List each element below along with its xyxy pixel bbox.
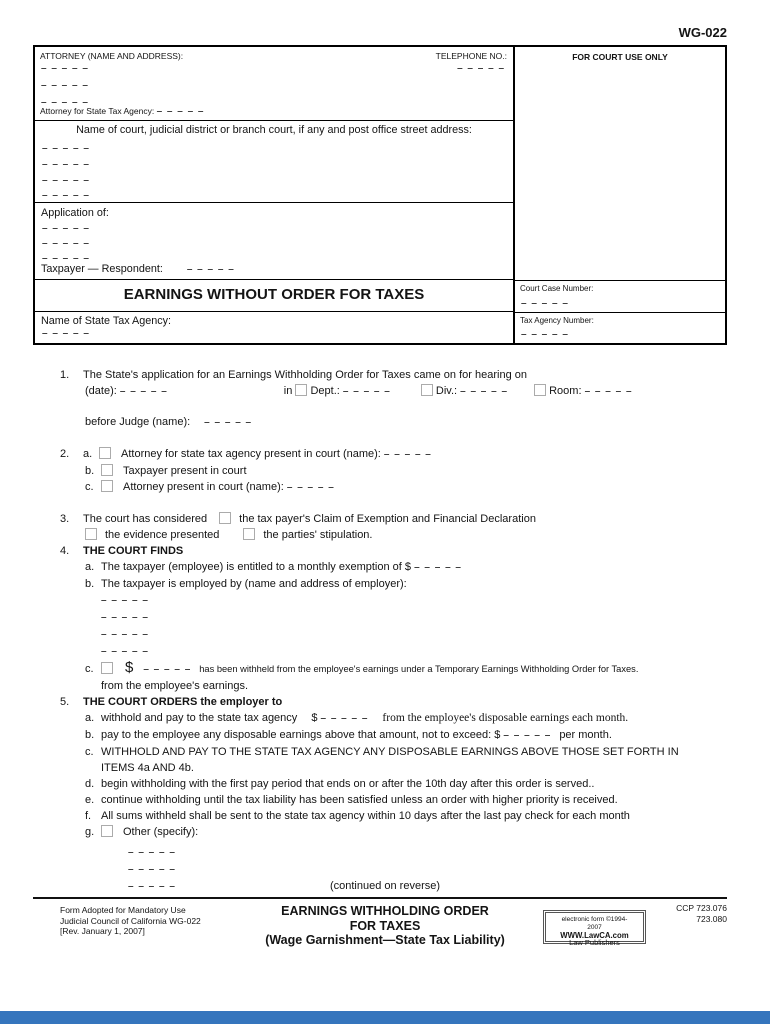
item-1-number: 1. [60,369,70,381]
application-section [35,203,513,280]
div-label: Div.: [435,385,458,397]
room-field[interactable]: – – – – – [584,386,633,397]
employer-field-3: – – – – – [101,629,149,640]
div-checkbox[interactable] [421,384,433,396]
court-case-number-field[interactable]: – – – – – [521,298,569,309]
bottom-bar [0,1011,770,1024]
item-5f-line: f. All sums withheld shall be sent to the state tax agency within 10 days after the last pay check for each month [85,810,630,822]
lawca-url[interactable]: WWW.LawCA.com [560,931,629,940]
item-5c-line-2: ITEMS 4a AND 4b. [101,762,194,774]
item-5a-line: a. withhold and pay to the state tax agency $ – – – – – from the employee's disposable earnings each month. [85,712,629,724]
employer-field-2: – – – – – [101,612,149,623]
item-5-number: 5. [60,696,70,708]
tax-agency-number-box [515,313,725,343]
item-2a-field[interactable]: – – – – – [383,449,432,460]
item-4a-amount-field[interactable]: – – – – – [414,562,462,573]
form-body [60,367,732,895]
state-tax-agency-label: Name of State Tax Agency: [41,315,172,327]
item-2a-line: 2. a. Attorney for state tax agency present in court (name): – – – – – [60,448,432,460]
application-field-3[interactable]: – – – – – [42,253,90,264]
attorney-for-label: Attorney for State Tax Agency: – – – – – [40,106,205,117]
for-court-use-box: FOR COURT USE ONLY [515,47,725,281]
judge-label: before Judge (name): [85,416,191,428]
judge-line [60,414,732,431]
item-2b-line: b. Taxpayer present in court [85,465,247,477]
item-5d-line: d. begin withholding with the first pay period that ends on or after the 10th day after this order is served.. [85,778,595,790]
application-field-1[interactable]: – – – – – [42,223,90,234]
dept-field[interactable]: – – – – – [342,386,391,397]
court-address-field[interactable]: – – – – – [42,159,90,170]
item-5b-line: b. pay to the employee any disposable earnings above that amount, not to exceed: $ – – – – – per month. [85,729,612,741]
dept-checkbox[interactable] [295,384,307,396]
other-specify-field-2: – – – – – [128,864,176,875]
item-3-evidence-checkbox[interactable] [85,528,97,540]
dept-label: Dept.: [310,385,340,397]
form-header [33,45,727,345]
item-4-heading: 4. THE COURT FINDS [60,545,184,557]
application-of-label: Application of: [41,207,109,219]
application-field-2[interactable]: – – – – – [42,238,90,249]
attorney-section [35,47,513,121]
publisher-stamp: electronic form ©1994- 2007 WWW.LawCA.com Law Publishers [543,910,646,944]
continued-note: (continued on reverse) [329,880,441,892]
court-address2-field[interactable]: – – – – – [42,175,90,186]
state-tax-agency-field[interactable]: – – – – – [42,328,90,339]
taxpayer-respondent-field[interactable]: – – – – – [186,264,235,275]
item-3-number: 3. [60,513,70,525]
item-3-stipulation-checkbox[interactable] [243,528,255,540]
telephone-field[interactable]: – – – – – [457,63,505,74]
div-field[interactable]: – – – – – [460,386,509,397]
attorney-for-field[interactable]: – – – – – [156,106,205,117]
other-specify-field-1: – – – – – [128,847,176,858]
court-name-field[interactable]: – – – – – [42,143,90,154]
telephone-label: TELEPHONE NO.: [435,51,507,61]
attorney-name-field[interactable]: – – – – – [41,63,89,74]
room-checkbox[interactable] [534,384,546,396]
item-2c-field[interactable]: – – – – – [286,482,335,493]
tax-agency-number-label: Tax Agency Number: [520,316,594,325]
item-3-line-1: 3. The court has considered the tax payer's Claim of Exemption and Financial Declaration [60,513,536,525]
item-2c-checkbox[interactable] [101,480,113,492]
date-label: (date): [85,385,117,397]
item-1-line-1: 1. The State's application for an Earnings Withholding Order for Taxes came on for hearing on [60,369,527,381]
attorney-address-field[interactable]: – – – – – [41,80,89,91]
employer-field-4: – – – – – [101,646,149,657]
tax-agency-number-field[interactable]: – – – – – [521,329,569,340]
in-label: in [283,385,293,397]
taxpayer-respondent-label: Taxpayer — Respondent: [41,263,163,275]
item-4-number: 4. [60,545,70,557]
judge-field[interactable]: – – – – – [204,417,253,428]
attorney-address2-field[interactable]: – – – – – [41,97,89,108]
header-left-column [35,47,515,343]
date-field[interactable]: – – – – – [119,386,168,397]
item-5a-dollar: $ [311,712,318,724]
item-5g-checkbox[interactable] [101,825,113,837]
court-address3-field[interactable]: – – – – – [42,190,90,201]
item-2-number: 2. [60,448,70,460]
item-3-line-2: the evidence presented the parties' stipulation. [60,527,732,543]
item-5a-amount-field[interactable]: – – – – – [320,713,369,724]
item-5e-line: e. continue withholding until the tax liability has been satisfied unless an order with higher priority is received. [85,794,618,806]
footer-form-title: EARNINGS WITHHOLDING ORDER FOR TAXES (Wage Garnishment—State Tax Liability) [265,904,505,947]
taxpayer-respondent-row [41,263,235,275]
header-right-column [515,47,725,343]
footer-rule [33,897,727,899]
room-label: Room: [549,385,582,397]
item-5c-line-1: c. WITHHOLD AND PAY TO THE STATE TAX AGENCY ANY DISPOSABLE EARNINGS ABOVE THOSE SET FORTH IN [85,746,679,758]
item-4c-checkbox[interactable] [101,662,113,674]
item-4c-amount-field[interactable]: – – – – – [143,664,192,675]
other-specify-field-3: – – – – – [128,881,176,892]
item-3-claim-checkbox[interactable] [219,512,231,524]
attorney-label: ATTORNEY (NAME AND ADDRESS): [40,51,184,61]
ccp-citation: CCP 723.076 723.080 [676,903,727,924]
item-2a-checkbox[interactable] [99,447,111,459]
court-case-number-box [515,281,725,313]
court-name-label: Name of court, judicial district or branch court, if any and post office street address: [76,124,472,136]
item-4c-line-2: from the employee's earnings. [101,680,249,692]
item-4b-line: b. The taxpayer is employed by (name and address of employer): [85,578,407,590]
footer-adoption-note: Form Adopted for Mandatory Use Judicial Council of California WG-022 [Rev. January 1, 2007] [60,905,201,936]
form-number: WG-022 [678,25,727,40]
item-2b-checkbox[interactable] [101,464,113,476]
employer-field-1: – – – – – [101,595,149,606]
item-5g-line: g. Other (specify): [85,826,199,838]
item-4c-dollar: $ [125,659,134,676]
item-2c-line: c. Attorney present in court (name): – – – – – [85,481,335,493]
state-tax-agency-section [35,312,513,343]
court-case-number-label: Court Case Number: [520,284,594,293]
form-title: EARNINGS WITHOUT ORDER FOR TAXES [35,280,513,312]
item-4c-line-1: c. $ – – – – – has been withheld from the employee's earnings under a Temporary Earnings Withholding Order for Taxes. [85,659,639,676]
law-publishers-label: Law Publishers [569,938,620,947]
court-section [35,121,513,203]
item-4a-line: a. The taxpayer (employee) is entitled to a monthly exemption of $ – – – – – [85,561,462,573]
item-1-line-2 [60,383,732,400]
item-5b-amount-field[interactable]: – – – – – [503,730,552,741]
item-5-heading: 5. THE COURT ORDERS the employer to [60,696,283,708]
